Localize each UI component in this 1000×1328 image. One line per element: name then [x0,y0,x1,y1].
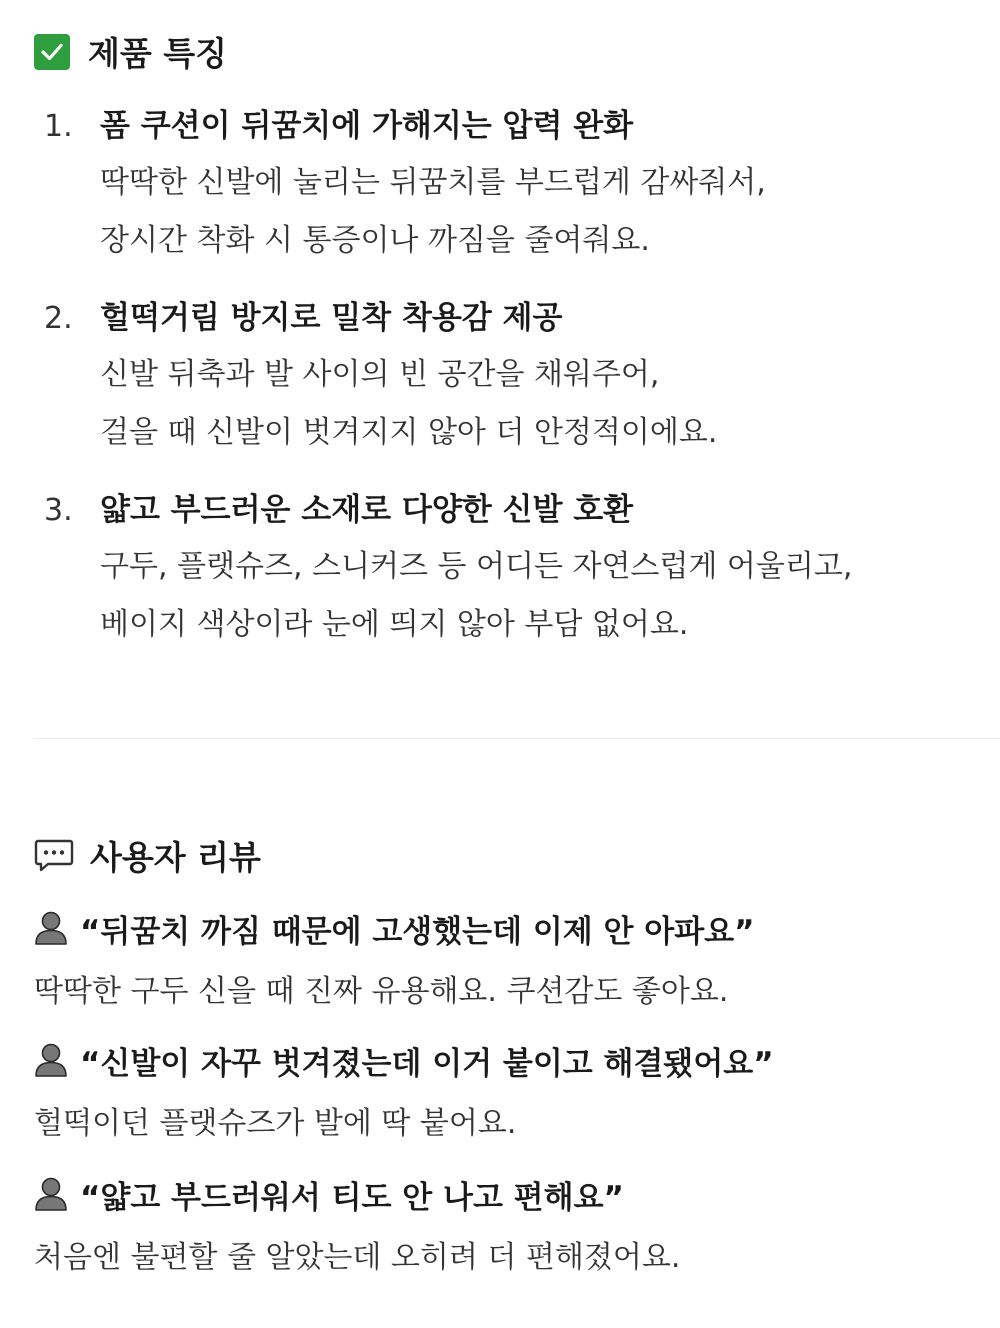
feature-description-line: 걸을 때 신발이 벗겨지지 않아 더 안정적이에요. [100,415,718,450]
feature-description-line: 신발 뒤축과 발 사이의 빈 공간을 채워주어, [100,357,660,392]
feature-description-line: 딱딱한 신발에 눌리는 뒤꿈치를 부드럽게 감싸줘서, [100,165,766,200]
review-item [34,1170,980,1276]
review-quote: “신발이 자꾸 벗겨졌는데 이거 붙이고 해결됐어요” [80,1045,774,1082]
review-text: 딱딱한 구두 신을 때 진짜 유용해요. 쿠션감도 좋아요. [34,974,729,1009]
review-text: 처음엔 불편할 줄 알았는데 오히려 더 편해졌어요. [34,1240,681,1275]
feature-description-line: 장시간 착화 시 통증이나 까짐을 줄여줘요. [100,223,650,258]
feature-description-line: 베이지 색상이라 눈에 띄지 않아 부담 없어요. [100,607,689,642]
review-item [34,904,980,1010]
feature-description [44,154,980,270]
section-divider [34,738,1000,739]
feature-item [44,100,980,270]
reviews-title-text: 사용자 리뷰 [90,838,261,877]
feature-item [44,484,980,654]
feature-heading: 헐떡거림 방지로 밀착 착용감 제공 [100,300,563,336]
person-icon [34,1176,68,1212]
feature-description [44,538,980,654]
review-item [34,1036,980,1142]
feature-description-line: 구두, 플랫슈즈, 스니커즈 등 어디든 자연스럽게 어울리고, [100,549,853,584]
review-quote: “얇고 부드러워서 티도 안 나고 편해요” [80,1179,624,1216]
reviews-title [34,832,261,879]
features-title-text: 제품 특징 [88,34,228,73]
feature-description [44,346,980,462]
feature-heading: 폼 쿠션이 뒤꿈치에 가해지는 압력 완화 [100,108,634,144]
speech-bubble-icon [34,838,74,874]
feature-heading: 얇고 부드러운 소재로 다양한 신발 호환 [100,492,634,528]
feature-number: 1. [44,109,73,144]
feature-number: 3. [44,493,73,528]
person-icon [34,910,68,946]
feature-number: 2. [44,301,73,336]
features-title [34,28,227,75]
check-mark-icon [34,34,70,70]
person-icon [34,1042,68,1078]
review-text: 헐떡이던 플랫슈즈가 발에 딱 붙어요. [34,1106,517,1141]
feature-item [44,292,980,462]
review-quote: “뒤꿈치 까짐 때문에 고생했는데 이제 안 아파요” [80,913,755,950]
